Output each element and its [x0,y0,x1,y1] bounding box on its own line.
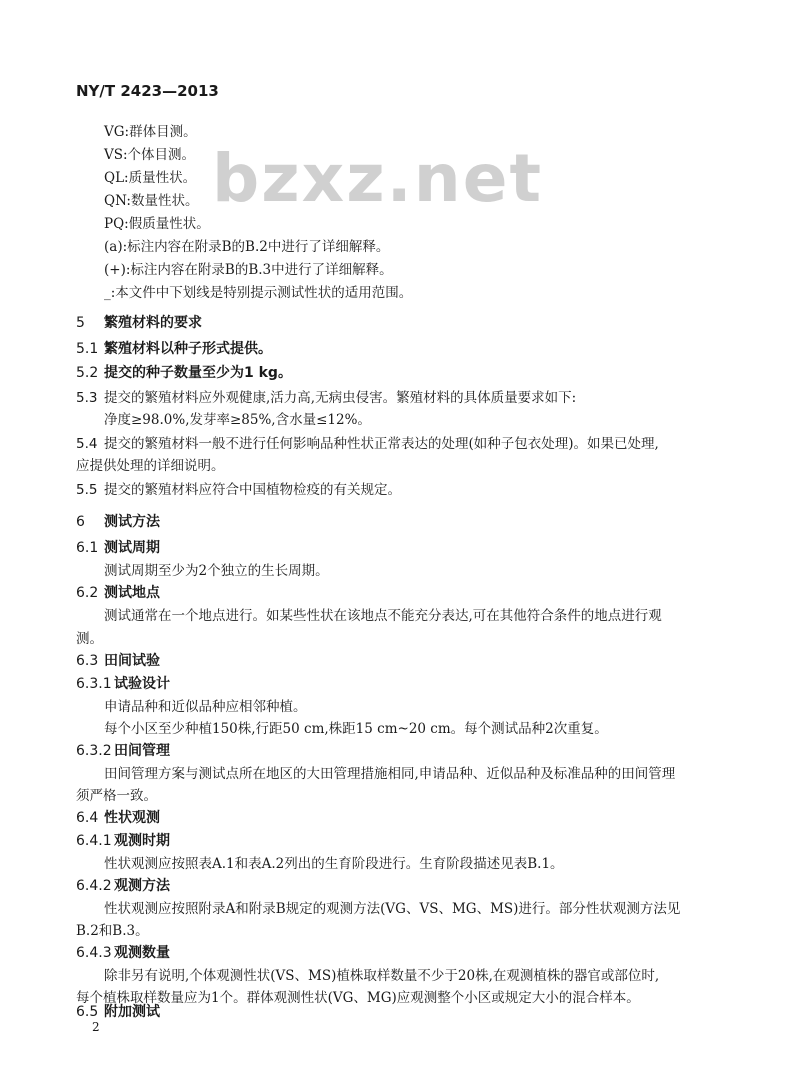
clause-6-4-3-cont: 每个植株取样数量应为1个。群体观测性状(VG、MG)应观测整个小区或规定大小的混合样本。 [76,990,640,1006]
clause-6-2-cont: 测。 [76,631,103,647]
clause-6-3-2-heading: 6.3.2 田间管理 [76,743,170,759]
standard-number: NY/T 2423—2013 [76,82,219,100]
clause-6-3-1-text: 申请品种和近似品种应相邻种植。 [104,699,307,715]
section-6-heading: 6 测试方法 [76,514,160,530]
page-number: 2 [92,1020,100,1034]
clause-5-4: 5.4 提交的繁殖材料一般不进行任何影响品种性状正常表达的处理(如种子包衣处理)。如果已处理, [76,436,659,452]
abbrev-vs: VS:个体目测。 [104,147,196,163]
clause-6-4-3-heading: 6.4.3 观测数量 [76,945,170,961]
clause-6-3-1-heading: 6.3.1 试验设计 [76,676,170,692]
section-5-heading: 5 繁殖材料的要求 [76,315,202,331]
abbrev-qn: QN:数量性状。 [104,193,199,209]
clause-6-2-text: 测试通常在一个地点进行。如某些性状在该地点不能充分表达,可在其他符合条件的地点进行观 [104,608,662,624]
watermark: bzxz.net [212,140,544,217]
clause-6-3-2-cont: 须严格一致。 [76,788,157,804]
abbrev-pq: PQ:假质量性状。 [104,216,210,232]
clause-6-4-1-heading: 6.4.1 观测时期 [76,833,170,849]
clause-6-3-2-text: 田间管理方案与测试点所在地区的大田管理措施相同,申请品种、近似品种及标准品种的田间管理 [104,766,676,782]
clause-6-5-heading: 6.5 附加测试 [76,1004,160,1020]
clause-5-1: 5.1 繁殖材料以种子形式提供。 [76,341,272,357]
clause-6-1-text: 测试周期至少为2个独立的生长周期。 [104,563,329,579]
clause-6-1-heading: 6.1 测试周期 [76,540,160,556]
clause-6-4-3-text: 除非另有说明,个体观测性状(VS、MS)植株取样数量不少于20株,在观测植株的器官或部位时, [104,968,660,984]
abbrev-plus: (+):标注内容在附录B的B.3中进行了详细解释。 [104,262,393,278]
clause-6-4-2-cont: B.2和B.3。 [76,923,149,939]
clause-5-3-cont: 净度≥98.0%,发芽率≥85%,含水量≤12%。 [104,412,371,428]
clause-6-4-2-text: 性状观测应按照附录A和附录B规定的观测方法(VG、VS、MG、MS)进行。部分性状观测方法见 [104,901,681,917]
abbrev-a: (a):标注内容在附录B的B.2中进行了详细解释。 [104,239,390,255]
clause-6-2-heading: 6.2 测试地点 [76,585,160,601]
clause-5-2: 5.2 提交的种子数量至少为1 kg。 [76,365,292,381]
clause-6-3-heading: 6.3 田间试验 [76,653,160,669]
clause-6-3-1-text2: 每个小区至少种植150株,行距50 cm,株距15 cm~20 cm。每个测试品种2次重复。 [104,721,608,737]
abbrev-ql: QL:质量性状。 [104,170,197,186]
abbrev-vg: VG:群体目测。 [104,124,197,140]
clause-6-4-heading: 6.4 性状观测 [76,810,160,826]
clause-5-3: 5.3 提交的繁殖材料应外观健康,活力高,无病虫侵害。繁殖材料的具体质量要求如下: [76,390,577,406]
clause-5-4-cont: 应提供处理的详细说明。 [76,458,225,474]
clause-6-4-2-heading: 6.4.2 观测方法 [76,878,170,894]
clause-5-5: 5.5 提交的繁殖材料应符合中国植物检疫的有关规定。 [76,482,401,498]
clause-6-4-1-text: 性状观测应按照表A.1和表A.2列出的生育阶段进行。生育阶段描述见表B.1。 [104,856,564,872]
abbrev-underline: _:本文件中下划线是特别提示测试性状的适用范围。 [104,285,413,301]
